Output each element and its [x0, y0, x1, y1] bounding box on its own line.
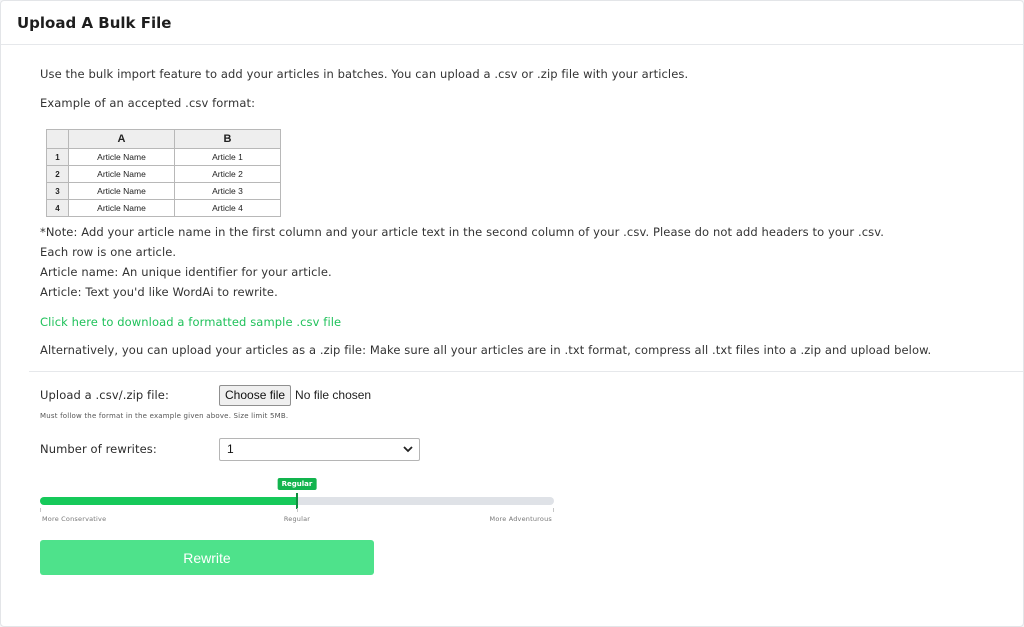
cell-article-name: Article Name: [69, 149, 175, 166]
rewrite-button[interactable]: Rewrite: [40, 540, 374, 575]
row-rule-text: Each row is one article.: [40, 245, 177, 259]
csv-example-table: [46, 129, 281, 217]
example-label: Example of an accepted .csv format:: [40, 96, 256, 110]
card-header: [1, 1, 1023, 45]
note-text: *Note: Add your article name in the first column and your article text in the second column of your .csv. Please do not add headers to your .csv.: [40, 225, 885, 239]
rewrites-row: [40, 437, 1023, 461]
cell-article: Article 2: [175, 166, 281, 183]
download-sample-link[interactable]: Click here to download a formatted sample .csv file: [40, 315, 342, 329]
upload-form: [1, 384, 1023, 575]
rewrite-style-slider: [40, 478, 554, 528]
slider-tick-mid: [297, 508, 298, 512]
slider-label-regular: Regular: [283, 515, 311, 523]
slider-tick-left: [40, 508, 41, 512]
table-corner-cell: [47, 130, 69, 149]
table-row: [47, 149, 281, 166]
page-title: Upload A Bulk File: [17, 13, 172, 32]
cell-article: Article 3: [175, 183, 281, 200]
upload-hint: Must follow the format in the example given above. Size limit 5MB.: [40, 412, 289, 420]
article-name-text: Article name: An unique identifier for your article.: [40, 265, 332, 279]
upload-label: Upload a .csv/.zip file:: [40, 388, 169, 402]
file-status: No file chosen: [295, 388, 372, 402]
slider-track-fill: [40, 497, 297, 505]
instructions-section: [1, 45, 1023, 360]
row-number: 1: [47, 149, 69, 166]
intro-description: Use the bulk import feature to add your articles in batches. You can upload a .csv or .zip file with your articles.: [40, 67, 689, 81]
cell-article-name: Article Name: [69, 183, 175, 200]
slider-value-badge: Regular: [278, 478, 317, 490]
rewrites-select[interactable]: [219, 438, 420, 461]
row-number: 2: [47, 166, 69, 183]
cell-article: Article 1: [175, 149, 281, 166]
row-number: 4: [47, 200, 69, 217]
notes-block: [40, 222, 995, 302]
row-number: 3: [47, 183, 69, 200]
article-text-desc: Article: Text you'd like WordAi to rewrite.: [40, 285, 278, 299]
table-row: [47, 183, 281, 200]
column-header-a: A: [69, 130, 175, 149]
column-header-b: B: [175, 130, 281, 149]
chevron-down-icon: [403, 444, 413, 454]
zip-alternative-text: Alternatively, you can upload your articles as a .zip file: Make sure all your articles are in .txt format, compress all .txt files into a .zip and upload below.: [40, 343, 932, 357]
cell-article-name: Article Name: [69, 200, 175, 217]
slider-label-adventurous: More Adventurous: [489, 515, 552, 523]
slider-handle[interactable]: [296, 493, 298, 509]
section-divider: [29, 371, 1023, 372]
slider-tick-right: [553, 508, 554, 512]
table-header-row: [47, 130, 281, 149]
table-row: [47, 200, 281, 217]
table-row: [47, 166, 281, 183]
slider-label-conservative: More Conservative: [42, 515, 107, 523]
choose-file-button[interactable]: Choose file: [219, 385, 291, 406]
rewrites-selected-value: 1: [227, 442, 234, 456]
cell-article: Article 4: [175, 200, 281, 217]
cell-article-name: Article Name: [69, 166, 175, 183]
rewrites-label: Number of rewrites:: [40, 442, 157, 456]
upload-row: [40, 384, 1023, 406]
